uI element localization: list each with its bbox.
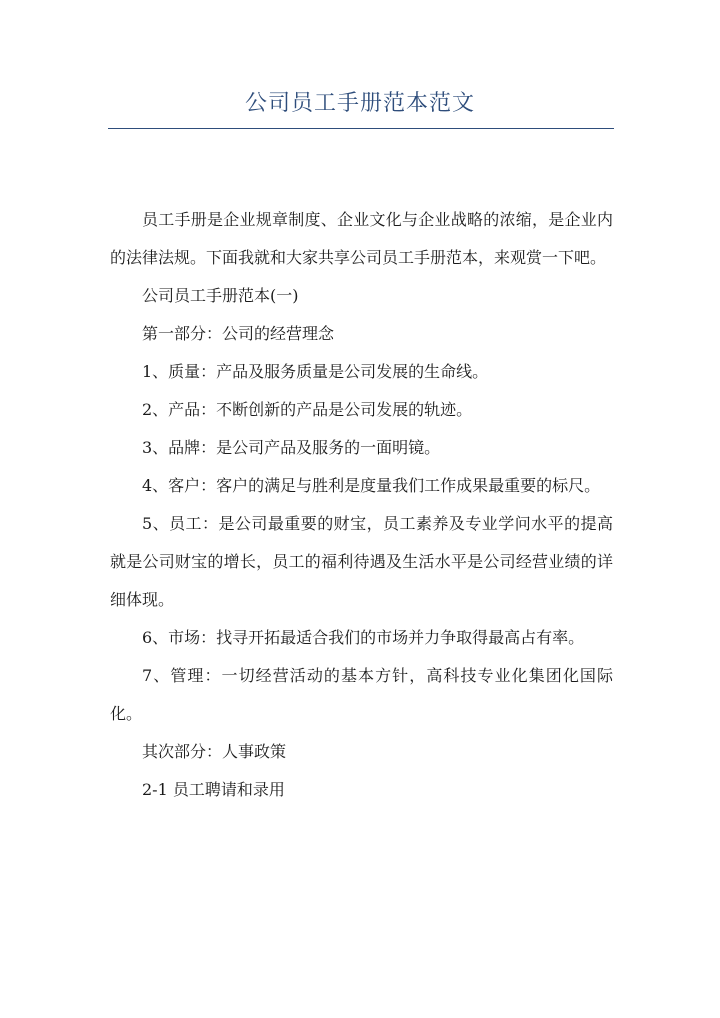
paragraph-section-heading: 公司员工手册范本(一) xyxy=(142,286,299,305)
paragraph-part-one-heading: 第一部分：公司的经营理念 xyxy=(142,324,335,343)
paragraph-intro: 员工手册是企业规章制度、企业文化与企业战略的浓缩，是企业内的法律法规。下面我就和大家共享公司员工手册范本，来观赏一下吧。 xyxy=(110,210,613,267)
paragraph-item-management: 7、管理：一切经营活动的基本方针，高科技专业化集团化国际化。 xyxy=(110,666,613,723)
paragraph-subsection-2-1: 2-1 员工聘请和录用 xyxy=(142,780,285,799)
paragraph-item-market: 6、市场：找寻开拓最适合我们的市场并力争取得最高占有率。 xyxy=(142,628,585,647)
paragraph-part-two-heading: 其次部分：人事政策 xyxy=(142,742,287,761)
paragraph-item-quality: 1、质量：产品及服务质量是公司发展的生命线。 xyxy=(142,362,489,381)
document-body xyxy=(110,201,613,809)
paragraph-item-customer: 4、客户：客户的满足与胜利是度量我们工作成果最重要的标尺。 xyxy=(142,476,601,495)
title-underline xyxy=(108,128,614,129)
paragraph-item-brand: 3、品牌：是公司产品及服务的一面明镜。 xyxy=(142,438,441,457)
document-title: 公司员工手册范本范文 xyxy=(244,91,475,116)
paragraph-item-product: 2、产品：不断创新的产品是公司发展的轨迹。 xyxy=(142,400,473,419)
paragraph-item-employee: 5、员工：是公司最重要的财宝，员工素养及专业学问水平的提高就是公司财宝的增长，员工的福利待遇及生活水平是公司经营业绩的详细体现。 xyxy=(110,514,613,609)
